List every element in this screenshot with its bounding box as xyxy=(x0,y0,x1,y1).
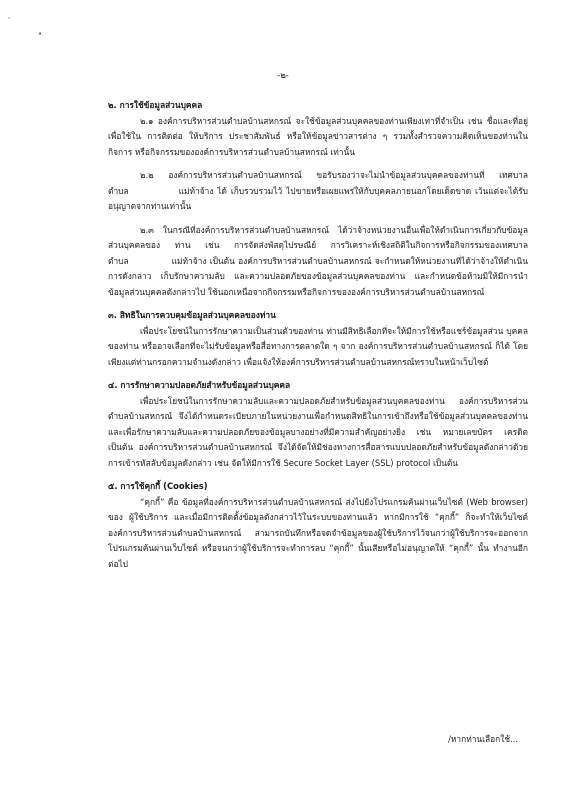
paragraph-3-1: เพื่อประโยชน์ในการรักษาความเป็นส่วนตัวของท่าน ท่านมีสิทธิเลือกที่จะให้มีการใช้หรือแชร์ข้อมูลส่วน บุคคลของท่าน หรืออาจเลือกที่จะไม่รับข้อมูลหรือสื่อทางการตลาดใด ๆ จาก องค์การบริหารส่วนตำบลบ้านสหกรณ์ ก็ได้ โดยเพียงแต่ท่านกรอกความจำนงดังกล่าว เพื่อแจ้งให้องค์การบริหารส่วนตำบลบ้านสหกรณ์ทราบในหน้าเว็บไซต์ xyxy=(108,325,528,367)
paragraph-2-2: ๒.๒ องค์การบริหารส่วนตำบลบ้านสหกรณ์ ขอรับรองว่าจะไม่นำข้อมูลส่วนบุคคลของท่านที่ เทศบาลตำบล แม่ท้าจ้าง ได้ เก็บรวบรวมไว้ ไปขายหรือเผยแพร่ให้กับบุคคลภายนอกโดยเด็ดขาด เว้นแต่จะได้รับอนุญาตจากท่านเท่านั้น xyxy=(108,170,528,211)
paragraph-5-1: “คุกกี้” คือ ข้อมูลที่องค์การบริหารส่วนตำบลบ้านสหกรณ์ ส่งไปยังโปรแกรมค้นผ่านเว็บไซต์ (Web browser) ของ ผู้ใช้บริการ และเมื่อมีการติดตั้งข้อมูลดังกล่าวไว้ในระบบของท่านแล้ว หากมีการใช้ “คุกกี้” ก็จะทำให้เว็บไซต์ องค์การบริหารส่วนตำบลบ้านสหกรณ์ สามารถบันทึกหรือจดจำข้อมูลของผู้ใช้บริการไว้จนกว่าผู้ใช้บริการจะออกจาก โปรแกรมค้นผ่านเว็บไซต์ หรือจนกว่าผู้ใช้บริการจะทำการลบ “คุกกี้” นั้นเสียหรือไม่อนุญาตให้ “คุกกี้” นั้น ทำงานอีกต่อไป xyxy=(108,496,528,569)
document-body xyxy=(108,98,528,572)
scan-mark: ' xyxy=(8,16,10,24)
paragraph-2-1: ๒.๑ องค์การบริหารส่วนตำบลบ้านสหกรณ์ จะใช้ข้อมูลส่วนบุคคลของท่านเพียงเท่าที่จำเป็น เช่น ชื่อและที่อยู่ เพื่อใช้ใน การติดต่อ ให้บริการ ประชาสัมพันธ์ หรือให้ข้อมูลข่าวสารต่าง ๆ รวมทั้งสำรวจความคิดเห็นของท่านในกิจการ หรือกิจกรรมขององค์การบริหารส่วนตำบลบ้านสหกรณ์ เท่านั้น xyxy=(108,115,528,157)
continuation-note: /หากท่านเลือกใช้... xyxy=(448,734,518,744)
section-heading-2: ๒. การใช้ข้อมูลส่วนบุคคล xyxy=(108,100,203,110)
section-heading-5: ๕. การใช้คุกกี้ (Cookies) xyxy=(108,481,208,491)
page-number: -๒- xyxy=(277,71,289,81)
paragraph-4-1: เพื่อประโยชน์ในการรักษาความลับและความปลอดภัยสำหรับข้อมูลส่วนบุคคลของท่าน องค์การบริหารส่วนตำบลบ้านสหกรณ์ จึงได้กำหนดระเบียบภายในหน่วยงานเพื่อกำหนดสิทธิในการเข้าถึงหรือใช้ข้อมูลส่วนบุคคลของท่าน และเพื่อรักษาความลับและความปลอดภัยของข้อมูลบางอย่างที่มีความสำคัญอย่างยิ่ง เช่น หมายเลขบัตร เครดิต เป็นต้น องค์การบริหารส่วนตำบลบ้านสหกรณ์ จึงได้จัดให้มีช่องทางการสื่อสารแบบปลอดภัยสำหรับข้อมูลดังกล่าวด้วย การเข้ารหัสลับข้อมูลดังกล่าว เช่น จัดให้มีการใช้ Secure Socket Layer (SSL) protocol เป็นต้น xyxy=(108,395,528,468)
section-heading-3: ๓. สิทธิในการควบคุมข้อมูลส่วนบุคคลของท่าน xyxy=(108,310,276,320)
scan-dot: • xyxy=(38,30,43,38)
section-heading-4: ๔. การรักษาความปลอดภัยสำหรับข้อมูลส่วนบุคคล xyxy=(108,380,291,390)
paragraph-2-3: ๒.๓ ในกรณีที่องค์การบริหารส่วนตำบลบ้านสหกรณ์ ได้ว่าจ้างหน่วยงานอื่นเพื่อให้ดำเนินการเกี่ยวกับข้อมูลส่วนบุคคลของ ท่าน เช่น การจัดส่งพัสดุไปรษณีย์ การวิเคราะห์เชิงสถิติในกิจการหรือกิจกรรมของเทศบาลตำบล แม่ท้าจ้าง เป็นต้น องค์การบริหารส่วนตำบลบ้านสหกรณ์ จะกำหนดให้หน่วยงานที่ได้ว่าจ้างให้ดำเนินการดังกล่าว เก็บรักษาความลับ และความปลอดภัยของข้อมูลส่วนบุคคลของท่าน และกำหนดข้อห้ามมิให้มีการนำข้อมูลส่วนบุคคลดังกล่าวไป ใช้นอกเหนือจากกิจกรรมหรือกิจการขององค์การบริหารส่วนตำบลบ้านสหกรณ์ xyxy=(108,224,528,297)
